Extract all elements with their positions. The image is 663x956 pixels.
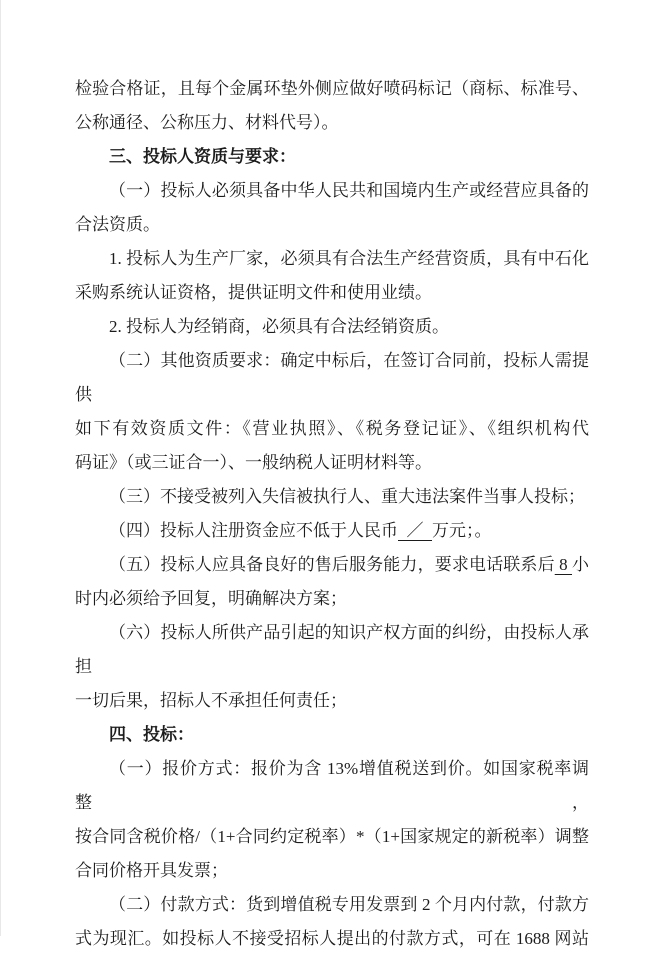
text-line <box>75 922 589 956</box>
text-run: 合同价格开具发票； <box>75 861 228 880</box>
text-run: （六）投标人所供产品引起的知识产权方面的纠纷，由投标人承担 <box>75 623 589 676</box>
text-run: （三）不接受被列入失信被执行人、重大违法案件当事人投标； <box>109 487 585 506</box>
text-run: 小 <box>572 555 590 574</box>
text-run: 时内必须给予回复，明确解决方案； <box>75 589 347 608</box>
text-run: 采购系统认证资格，提供证明文件和使用业绩。 <box>75 283 432 302</box>
text-line <box>75 242 589 276</box>
text-line <box>75 820 589 854</box>
text-line <box>75 106 589 140</box>
text-run: 四、投标： <box>109 725 194 744</box>
text-run: 三、投标人资质与要求： <box>109 147 296 166</box>
text-run: 按合同含税价格/（1+合同约定税率）*（1+国家规定的新税率）调整 <box>75 827 589 846</box>
text-line <box>75 854 589 888</box>
text-run: （二）其他资质要求：确定中标后，在签订合同前，投标人需提供 <box>75 351 589 404</box>
text-line <box>75 752 589 820</box>
text-line <box>75 616 589 684</box>
text-line <box>75 480 589 514</box>
text-line <box>75 514 589 548</box>
text-line <box>75 412 589 446</box>
section-heading-bidding <box>75 718 589 752</box>
text-run: 万元；。 <box>432 521 492 540</box>
text-run: （一）报价方式：报价为含 13%增值税送到价。如国家税率调整， <box>75 759 589 812</box>
text-line <box>75 582 589 616</box>
text-run: 公称通径、公称压力、材料代号）。 <box>75 113 339 132</box>
text-line <box>75 310 589 344</box>
text-run: 式为现汇。如投标人不接受招标人提出的付款方式，可在 1688 网站 <box>75 929 589 948</box>
text-line <box>75 208 589 242</box>
text-line <box>75 446 589 480</box>
text-line <box>75 888 589 922</box>
text-line <box>75 548 589 582</box>
text-run: 合法资质。 <box>75 215 160 234</box>
text-run: 1. 投标人为生产厂家，必须具有合法生产经营资质，具有中石化 <box>109 249 589 268</box>
text-run: （一）投标人必须具备中华人民共和国境内生产或经营应具备的 <box>109 181 589 200</box>
underlined-blank-field: ／ <box>398 521 432 540</box>
text-run: （五）投标人应具备良好的售后服务能力，要求电话联系后 <box>109 555 555 574</box>
text-line <box>75 72 589 106</box>
text-run: 如下有效资质文件：《营业执照》、《税务登记证》、《组织机构代 <box>75 419 589 438</box>
text-run: 检验合格证，且每个金属环垫外侧应做好喷码标记（商标、标准号、 <box>75 79 589 98</box>
underlined-value: 8 <box>554 555 573 574</box>
text-run: （二）付款方式：货到增值税专用发票到 2 个月内付款，付款方 <box>109 895 589 914</box>
text-line <box>75 344 589 412</box>
text-run: （四）投标人注册资金应不低于人民币 <box>109 521 398 540</box>
text-line <box>75 276 589 310</box>
text-line <box>75 684 589 718</box>
section-heading-qualifications <box>75 140 589 174</box>
text-run: 一切后果，招标人不承担任何责任； <box>75 691 347 710</box>
text-run: 2. 投标人为经销商，必须具有合法经销资质。 <box>109 317 449 336</box>
text-line <box>75 174 589 208</box>
text-run: 码证》（或三证合一）、一般纳税人证明材料等。 <box>75 453 432 472</box>
document-body <box>75 72 589 956</box>
